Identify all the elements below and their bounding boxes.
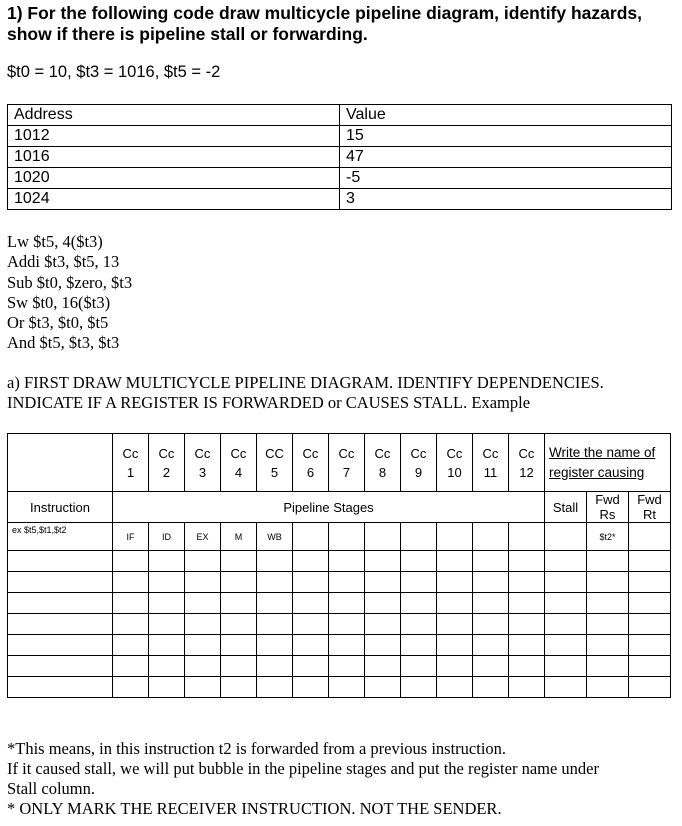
stage-cell[interactable]	[365, 635, 401, 656]
cc-header: Cc 10	[437, 434, 473, 492]
cc-header: Cc 1	[113, 434, 149, 492]
empty-pipeline-row	[8, 593, 671, 614]
instruction-cell[interactable]	[8, 635, 113, 656]
stall-cell[interactable]	[545, 593, 587, 614]
stage-cell[interactable]	[257, 593, 293, 614]
fwd-rs-cell[interactable]	[587, 677, 629, 698]
address-cell: 1016	[8, 147, 340, 168]
stage-cell[interactable]	[437, 656, 473, 677]
note-line: Stall column.	[7, 779, 95, 798]
cc-header: Cc 7	[329, 434, 365, 492]
stage-cell[interactable]	[329, 635, 365, 656]
stage-cell[interactable]	[437, 593, 473, 614]
stall-cell[interactable]	[545, 656, 587, 677]
fwd-rt-cell[interactable]	[629, 614, 671, 635]
fwd-rs-cell[interactable]	[587, 572, 629, 593]
empty-pipeline-row	[8, 635, 671, 656]
code-line: And $t5, $t3, $t3	[7, 333, 120, 353]
pipeline-diagram-table	[7, 433, 671, 698]
stage-cell[interactable]	[149, 635, 185, 656]
stage-cell[interactable]	[473, 614, 509, 635]
stage-cell	[401, 523, 437, 551]
stage-cell[interactable]	[221, 677, 257, 698]
stage-cell[interactable]	[221, 656, 257, 677]
stage-cell[interactable]	[329, 677, 365, 698]
value-cell: 3	[340, 189, 672, 210]
stage-cell: ID	[149, 523, 185, 551]
stall-cell[interactable]	[545, 614, 587, 635]
stage-cell[interactable]	[149, 572, 185, 593]
value-header: Value	[340, 105, 672, 126]
memory-table-row	[8, 126, 672, 147]
code-line: Sw $t0, 16($t3)	[7, 292, 111, 312]
stage-cell[interactable]	[257, 677, 293, 698]
stage-cell[interactable]	[113, 614, 149, 635]
stage-cell[interactable]	[473, 572, 509, 593]
stall-cell[interactable]	[545, 572, 587, 593]
memory-table-row	[8, 147, 672, 168]
fwd-rs-cell: $t2*	[587, 523, 629, 551]
stage-cell[interactable]	[365, 656, 401, 677]
stall-cell[interactable]	[545, 551, 587, 572]
memory-table-row	[8, 189, 672, 210]
stage-cell[interactable]	[149, 656, 185, 677]
stage-cell[interactable]	[113, 572, 149, 593]
stage-cell[interactable]	[329, 593, 365, 614]
stage-cell[interactable]	[185, 572, 221, 593]
stage-cell: IF	[113, 523, 149, 551]
stage-cell[interactable]	[113, 656, 149, 677]
stage-cell[interactable]	[221, 614, 257, 635]
stage-cell[interactable]	[257, 572, 293, 593]
instruction-label: Instruction	[8, 492, 113, 523]
note-line: *This means, in this instruction t2 is forwarded from a previous instruction.	[7, 739, 507, 758]
stage-cell[interactable]	[185, 677, 221, 698]
stage-cell[interactable]	[221, 593, 257, 614]
cc-header-row	[8, 434, 671, 492]
stage-cell[interactable]	[257, 614, 293, 635]
stage-cell[interactable]	[401, 656, 437, 677]
code-line: Sub $t0, $zero, $t3	[7, 272, 133, 292]
example-instruction: ex $t5,$t1,$t2	[8, 523, 113, 551]
stage-cell[interactable]	[437, 635, 473, 656]
stall-label: Stall	[545, 492, 587, 523]
stage-cell[interactable]	[185, 614, 221, 635]
empty-pipeline-row	[8, 614, 671, 635]
fwd-rt-label: Fwd Rt	[629, 492, 671, 523]
fwd-rt-cell[interactable]	[629, 551, 671, 572]
stage-cell	[329, 523, 365, 551]
stage-cell[interactable]	[113, 593, 149, 614]
stage-cell: WB	[257, 523, 293, 551]
stage-cell[interactable]	[257, 635, 293, 656]
code-listing	[7, 232, 132, 354]
stage-cell[interactable]	[293, 593, 329, 614]
instruction-cell[interactable]	[8, 551, 113, 572]
cc-header: Cc 6	[293, 434, 329, 492]
stage-cell[interactable]	[365, 572, 401, 593]
stage-cell[interactable]	[473, 677, 509, 698]
instruction-cell[interactable]	[8, 572, 113, 593]
address-header: Address	[8, 105, 340, 126]
cc-header: Cc 3	[185, 434, 221, 492]
pipeline-stages-label: Pipeline Stages	[113, 492, 545, 523]
cc-header: Cc 12	[509, 434, 545, 492]
memory-table-row	[8, 168, 672, 189]
stage-cell[interactable]	[401, 593, 437, 614]
stage-cell[interactable]	[293, 551, 329, 572]
cc-header: Cc 9	[401, 434, 437, 492]
stage-cell[interactable]	[329, 572, 365, 593]
stage-cell[interactable]	[149, 614, 185, 635]
stage-cell[interactable]	[437, 614, 473, 635]
stage-cell[interactable]	[257, 551, 293, 572]
stage-cell	[509, 523, 545, 551]
stage-cell[interactable]	[185, 635, 221, 656]
question-title: 1) For the following code draw multicycle pipeline diagram, identify hazards, show if there is pipeline stall or forwarding.	[7, 3, 642, 44]
stage-cell[interactable]	[401, 572, 437, 593]
address-cell: 1012	[8, 126, 340, 147]
fwd-rs-cell[interactable]	[587, 614, 629, 635]
empty-pipeline-row	[8, 551, 671, 572]
stage-cell[interactable]	[401, 677, 437, 698]
stage-cell[interactable]	[509, 656, 545, 677]
blank-corner-cell	[8, 434, 113, 492]
address-cell: 1024	[8, 189, 340, 210]
stage-cell: EX	[185, 523, 221, 551]
fwd-rt-cell[interactable]	[629, 677, 671, 698]
part-a-instructions: a) FIRST DRAW MULTICYCLE PIPELINE DIAGRAM. IDENTIFY DEPENDENCIES. INDICATE IF A REGISTER IS FORWARDED or CAUSES STALL. Example	[7, 373, 604, 412]
stage-cell	[437, 523, 473, 551]
fwd-rt-cell[interactable]	[629, 635, 671, 656]
stage-cell[interactable]	[329, 656, 365, 677]
stage-cell[interactable]	[401, 614, 437, 635]
stage-cell[interactable]	[509, 593, 545, 614]
empty-pipeline-row	[8, 677, 671, 698]
stage-cell	[365, 523, 401, 551]
cc-header: Cc 2	[149, 434, 185, 492]
value-cell: 47	[340, 147, 672, 168]
instruction-cell[interactable]	[8, 614, 113, 635]
stage-cell[interactable]	[293, 656, 329, 677]
stage-cell[interactable]	[365, 614, 401, 635]
stage-cell[interactable]	[329, 551, 365, 572]
initial-register-values: $t0 = 10, $t3 = 1016, $t5 = -2	[7, 63, 221, 81]
stage-cell[interactable]	[329, 614, 365, 635]
stall-cell[interactable]	[545, 635, 587, 656]
stage-cell[interactable]	[221, 551, 257, 572]
note-line: If it caused stall, we will put bubble in the pipeline stages and put the register name under	[7, 759, 600, 778]
column-label-row	[8, 492, 671, 523]
empty-pipeline-row	[8, 656, 671, 677]
fwd-rs-cell[interactable]	[587, 551, 629, 572]
stage-cell[interactable]	[113, 677, 149, 698]
stage-cell[interactable]	[293, 614, 329, 635]
stage-cell[interactable]	[149, 677, 185, 698]
stage-cell[interactable]	[509, 614, 545, 635]
address-cell: 1020	[8, 168, 340, 189]
stage-cell[interactable]	[509, 572, 545, 593]
stage-cell[interactable]	[365, 677, 401, 698]
fwd-rs-label: Fwd Rs	[587, 492, 629, 523]
stage-cell[interactable]	[185, 656, 221, 677]
stage-cell[interactable]	[473, 635, 509, 656]
fwd-rt-cell[interactable]	[629, 593, 671, 614]
stage-cell[interactable]	[293, 572, 329, 593]
notes	[7, 739, 679, 819]
stage-cell[interactable]	[221, 635, 257, 656]
cc-header: Cc 8	[365, 434, 401, 492]
fwd-rt-cell[interactable]	[629, 572, 671, 593]
stage-cell[interactable]	[473, 593, 509, 614]
code-line: Or $t3, $t0, $t5	[7, 313, 109, 333]
stall-cell[interactable]	[545, 677, 587, 698]
example-row	[8, 523, 671, 551]
memory-table	[7, 104, 672, 210]
stage-cell[interactable]	[437, 677, 473, 698]
stage-cell[interactable]	[509, 635, 545, 656]
stage-cell[interactable]	[257, 656, 293, 677]
stage-cell[interactable]	[113, 551, 149, 572]
stage-cell[interactable]	[293, 635, 329, 656]
memory-table-header	[8, 105, 672, 126]
stage-cell[interactable]	[149, 593, 185, 614]
stage-cell[interactable]	[401, 551, 437, 572]
value-cell: -5	[340, 168, 672, 189]
fwd-rt-cell	[629, 523, 671, 551]
stage-cell[interactable]	[509, 551, 545, 572]
value-cell: 15	[340, 126, 672, 147]
fwd-rs-cell[interactable]	[587, 656, 629, 677]
code-line: Lw $t5, 4($t3)	[7, 232, 103, 251]
stage-cell[interactable]	[185, 551, 221, 572]
stage-cell[interactable]	[509, 677, 545, 698]
note-line: * ONLY MARK THE RECEIVER INSTRUCTION. NOT THE SENDER.	[7, 799, 502, 818]
cc-header: CC 5	[257, 434, 293, 492]
stage-cell[interactable]	[437, 551, 473, 572]
stage-cell	[293, 523, 329, 551]
stage-cell[interactable]	[437, 572, 473, 593]
stage-cell[interactable]	[293, 677, 329, 698]
stage-cell	[473, 523, 509, 551]
empty-pipeline-row	[8, 572, 671, 593]
write-register-header: Write the name of register causing	[545, 434, 671, 492]
stage-cell[interactable]	[185, 593, 221, 614]
stage-cell[interactable]	[149, 551, 185, 572]
stage-cell[interactable]	[473, 551, 509, 572]
stage-cell[interactable]	[473, 656, 509, 677]
fwd-rt-cell[interactable]	[629, 656, 671, 677]
cc-header: Cc 11	[473, 434, 509, 492]
stall-cell	[545, 523, 587, 551]
stage-cell[interactable]	[221, 572, 257, 593]
stage-cell: M	[221, 523, 257, 551]
instruction-cell[interactable]	[8, 593, 113, 614]
instruction-cell[interactable]	[8, 656, 113, 677]
stage-cell[interactable]	[401, 635, 437, 656]
stage-cell[interactable]	[365, 593, 401, 614]
instruction-cell[interactable]	[8, 677, 113, 698]
cc-header: Cc 4	[221, 434, 257, 492]
code-line: Addi $t3, $t5, 13	[7, 252, 120, 272]
fwd-rs-cell[interactable]	[587, 635, 629, 656]
fwd-rs-cell[interactable]	[587, 593, 629, 614]
stage-cell[interactable]	[113, 635, 149, 656]
stage-cell[interactable]	[365, 551, 401, 572]
